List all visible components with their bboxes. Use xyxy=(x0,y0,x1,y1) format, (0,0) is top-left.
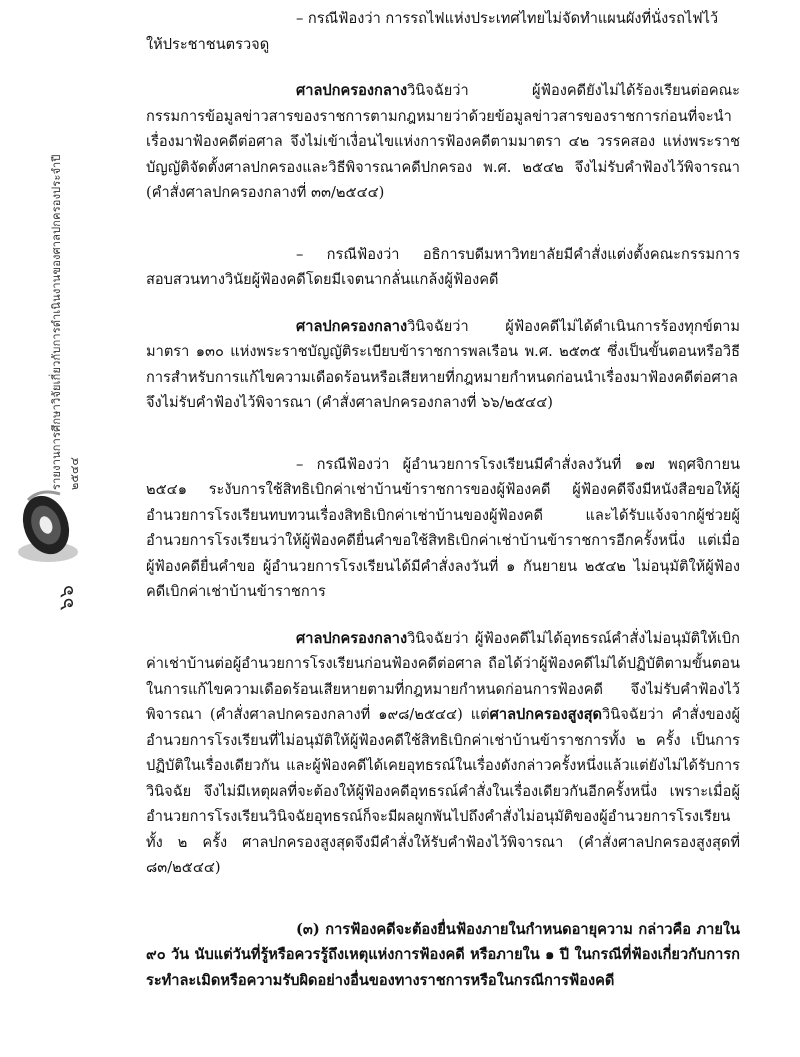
paragraph-ruling-2 xyxy=(146,314,740,416)
court-name: ศาลปกครองกลาง xyxy=(296,82,408,99)
ruling-text-supreme: วินิจฉัยว่า คำสั่งของผู้อำนวยการโรงเรียนที่ไม่อนุมัติให้ผู้ฟ้องคดีใช้สิทธิเบิกค่าเช่าบ้านข้าราชการทั้ง ๒ ครั้ง เป็นการปฏิบัติในเรื่องเดียวกัน และผู้ฟ้องคดีได้เคยอุทธรณ์ในเรื่องดังกล่าวครั้งหนึ่งแล้วแต่ยังไม่ได้รับการวินิจฉัย จึงไม่มีเหตุผลที่จะต้องให้ผู้ฟ้องคดีอุทธรณ์คำสั่งในเรื่องเดียวกันอีกครั้งหนึ่ง เพราะเมื่อผู้อำนวยการโรงเรียนวินิจฉัยอุทธรณ์ก็จะมีผลผูกพันไปถึงคำสั่งไม่อนุมัติของผู้อำนวยการโรงเรียนทั้ง ๒ ครั้ง ศาลปกครองสูงสุดจึงมีคำสั่งให้รับคำฟ้องไว้พิจารณา (คำสั่งศาลปกครองสูงสุดที่ ๘๓/๒๕๔๔) xyxy=(146,706,740,876)
film-reel-logo xyxy=(10,480,80,570)
side-running-header: รายงานการศึกษาวิจัยเกี่ยวกับการดำเนินงานของศาลปกครองประจำปี ๒๕๔๔ xyxy=(50,154,81,490)
paragraph-ruling-1 xyxy=(146,78,740,206)
paragraph-case-1-line2: ให้ประชาชนตรวจดู xyxy=(146,35,270,53)
paragraph-case-2: – กรณีฟ้องว่า อธิการบดีมหาวิทยาลัยมีคำสั่งแต่งตั้งคณะกรรมการสอบสวนทางวินัยผู้ฟ้องคดีโดยมีเจตนากลั่นแกล้งผู้ฟ้องคดี xyxy=(146,245,740,288)
court-name: ศาลปกครองกลาง xyxy=(296,317,408,335)
ruling-text: วินิจฉัยว่า ผู้ฟ้องคดียังไม่ได้ร้องเรียนต่อคณะกรรมการข้อมูลข่าวสารของราชการตามกฎหมายว่าด้วยข้อมูลข่าวสารของราชการก่อนที่จะนำเรื่องมาฟ้องคดีต่อศาล จึงไม่เข้าเงื่อนไขแห่งการฟ้องคดีตามมาตรา ๔๒ วรรคสอง แห่งพระราชบัญญัติจัดตั้งศาลปกครองและวิธีพิจารณาคดีปกครอง พ.ศ. ๒๕๔๒ จึงไม่รับคำฟ้องไว้พิจารณา (คำสั่งศาลปกครองกลางที่ ๓๓/๒๕๔๔) xyxy=(146,82,740,201)
paragraph-case-3: – กรณีฟ้องว่า ผู้อำนวยการโรงเรียนมีคำสั่งลงวันที่ ๑๗ พฤศจิกายน ๒๕๔๑ ระงับการใช้สิทธิเบิกค่าเช่าบ้านข้าราชการของผู้ฟ้องคดี ผู้ฟ้องคดีจึงมีหนังสือขอให้ผู้อำนวยการโรงเรียนทบทวนเรื่องสิทธิเบิกค่าเช่าบ้านของผู้ฟ้องคดี และได้รับแจ้งจากผู้ช่วยผู้อำนวยการโรงเรียนว่าให้ผู้ฟ้องคดียื่นคำขอใช้สิทธิเบิกค่าเช่าบ้านข้าราชการอีกครั้งหนึ่ง แต่เมื่อผู้ฟ้องคดียื่นคำขอ ผู้อำนวยการโรงเรียนได้มีคำสั่งลงวันที่ ๑ กันยายน ๒๕๔๒ ไม่อนุมัติให้ผู้ฟ้องคดีเบิกค่าเช่าบ้านข้าราชการ xyxy=(146,455,740,600)
ruling-text: วินิจฉัยว่า ผู้ฟ้องคดีไม่ได้อุทธรณ์คำสั่งไม่อนุมัติให้เบิกค่าเช่าบ้านต่อผู้อำนวยการโรงเรียนก่อนฟ้องคดีต่อศาล ถือได้ว่าผู้ฟ้องคดีไม่ได้ปฏิบัติตามขั้นตอนในการแก้ไขความเดือดร้อนเสียหายตามที่กฎหมายกำหนดก่อนการฟ้องคดี จึงไม่รับคำฟ้องไว้พิจารณา (คำสั่งศาลปกครองกลางที่ ๑๙๘/๒๕๔๔) แต่ xyxy=(146,629,740,723)
page-number: ๖๖ xyxy=(54,585,78,611)
document-body xyxy=(146,6,740,993)
paragraph-section-3: (๓) การฟ้องคดีจะต้องยื่นฟ้องภายในกำหนดอายุความ กล่าวคือ ภายใน ๙๐ วัน นับแต่วันที่รู้หรือควรรู้ถึงเหตุแห่งการฟ้องคดี หรือภายใน ๑ ปี ในกรณีที่ฟ้องเกี่ยวกับการกระทำละเมิดหรือความรับผิดอย่างอื่นของทางราชการหรือในกรณีการฟ้องคดี xyxy=(146,920,740,989)
court-name: ศาลปกครองกลาง xyxy=(296,629,408,647)
ruling-text: วินิจฉัยว่า ผู้ฟ้องคดีไม่ได้ดำเนินการร้องทุกข์ตามมาตรา ๑๓๐ แห่งพระราชบัญญัติระเบียบข้าราชการพลเรือน พ.ศ. ๒๕๓๕ ซึ่งเป็นขั้นตอนหรือวิธีการสำหรับการแก้ไขความเดือดร้อนหรือเสียหายที่กฎหมายกำหนดก่อนนำเรื่องมาฟ้องคดีต่อศาล จึงไม่รับคำฟ้องไว้พิจารณา (คำสั่งศาลปกครองกลางที่ ๖๖/๒๕๔๔) xyxy=(146,317,740,411)
court-name-supreme: ศาลปกครองสูงสุด xyxy=(489,706,603,723)
paragraph-case-1-line1: – กรณีฟ้องว่า การรถไฟแห่งประเทศไทยไม่จัดทำแผนผังที่นั่งรถไฟไว้ xyxy=(296,10,719,27)
paragraph-ruling-3 xyxy=(146,626,740,881)
